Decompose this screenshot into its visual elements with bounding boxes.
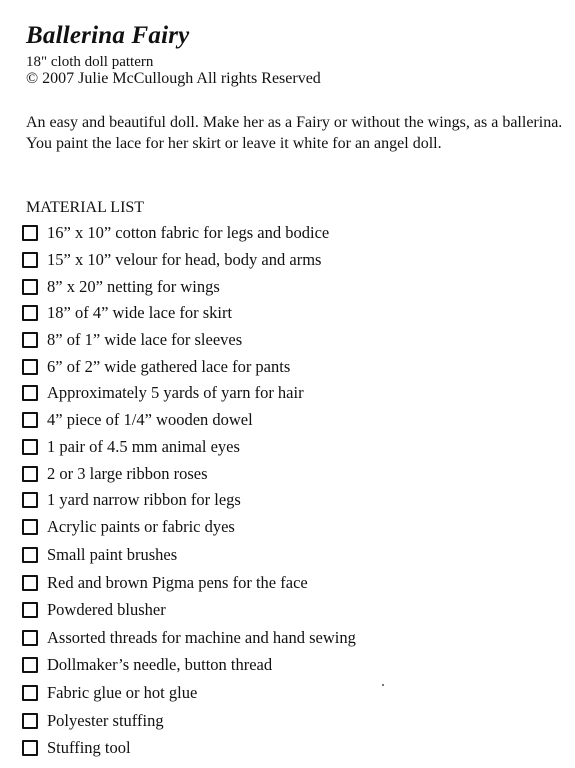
- intro-paragraph: An easy and beautiful doll. Make her as a Fairy or without the wings, as a ballerina. You paint the lace for her skirt or leave it white for an angel doll.: [26, 114, 563, 152]
- list-item: [22, 514, 356, 542]
- list-item: [22, 407, 356, 434]
- list-item-label: Fabric glue or hot glue: [47, 682, 198, 702]
- list-item-label: 1 pair of 4.5 mm animal eyes: [47, 436, 240, 456]
- list-item-label: Dollmaker’s needle, button thread: [47, 655, 273, 675]
- list-item: [22, 353, 356, 380]
- list-item-label: 4” piece of 1/4” wooden dowel: [47, 410, 253, 430]
- checkbox-icon[interactable]: [22, 332, 38, 348]
- checkbox-icon[interactable]: [22, 466, 38, 482]
- list-item-label: 6” of 2” wide gathered lace for pants: [47, 356, 291, 376]
- list-item-label: Stuffing tool: [47, 738, 131, 758]
- list-item: [22, 300, 356, 327]
- list-item-label: Polyester stuffing: [47, 710, 164, 730]
- checkbox-icon[interactable]: [22, 412, 38, 428]
- list-item: [22, 487, 356, 514]
- list-item-label: 1 yard narrow ribbon for legs: [47, 490, 241, 510]
- list-item-label: 15” x 10” velour for head, body and arms: [47, 250, 322, 270]
- checkbox-icon[interactable]: [22, 305, 38, 321]
- list-item: [22, 434, 356, 461]
- list-item-label: Acrylic paints or fabric dyes: [47, 517, 235, 537]
- material-list: [22, 220, 356, 762]
- checkbox-icon[interactable]: [22, 439, 38, 455]
- list-item: [22, 596, 356, 624]
- list-item: [22, 460, 356, 487]
- checkbox-icon[interactable]: [22, 225, 38, 241]
- document-title: Ballerina Fairy: [26, 22, 190, 49]
- stray-dot: [382, 684, 384, 686]
- list-item-label: Assorted threads for machine and hand sewing: [47, 627, 356, 647]
- list-item-label: Powdered blusher: [47, 600, 166, 620]
- list-item-label: Red and brown Pigma pens for the face: [47, 572, 308, 592]
- list-item: [22, 679, 356, 707]
- list-item: [22, 734, 356, 762]
- list-item-label: 2 or 3 large ribbon roses: [47, 463, 208, 483]
- checkbox-icon[interactable]: [22, 252, 38, 268]
- copyright-notice: © 2007 Julie McCullough All rights Reserved: [26, 70, 321, 87]
- list-item: [22, 220, 356, 247]
- list-item: [22, 541, 356, 569]
- list-item-label: 18” of 4” wide lace for skirt: [47, 303, 233, 323]
- checkbox-icon[interactable]: [22, 575, 38, 591]
- checkbox-icon[interactable]: [22, 385, 38, 401]
- checkbox-icon[interactable]: [22, 547, 38, 563]
- document-subtitle: 18" cloth doll pattern: [26, 54, 154, 70]
- checkbox-icon[interactable]: [22, 657, 38, 673]
- list-item: [22, 247, 356, 274]
- list-item-label: 8” of 1” wide lace for sleeves: [47, 330, 243, 350]
- checkbox-icon[interactable]: [22, 359, 38, 375]
- list-item-label: Approximately 5 yards of yarn for hair: [47, 383, 304, 403]
- list-item: [22, 273, 356, 300]
- list-item-label: 16” x 10” cotton fabric for legs and bodice: [47, 223, 330, 243]
- checkbox-icon[interactable]: [22, 279, 38, 295]
- list-item: [22, 707, 356, 735]
- checkbox-icon[interactable]: [22, 602, 38, 618]
- list-item: [22, 380, 356, 407]
- checkbox-icon[interactable]: [22, 713, 38, 729]
- checkbox-icon[interactable]: [22, 519, 38, 535]
- checkbox-icon[interactable]: [22, 630, 38, 646]
- checkbox-icon[interactable]: [22, 740, 38, 756]
- material-list-heading: MATERIAL LIST: [26, 199, 145, 216]
- list-item: [22, 652, 356, 680]
- list-item-label: 8” x 20” netting for wings: [47, 276, 220, 296]
- list-item: [22, 327, 356, 354]
- checkbox-icon[interactable]: [22, 492, 38, 508]
- list-item: [22, 569, 356, 597]
- checkbox-icon[interactable]: [22, 685, 38, 701]
- list-item: [22, 624, 356, 652]
- list-item-label: Small paint brushes: [47, 544, 178, 564]
